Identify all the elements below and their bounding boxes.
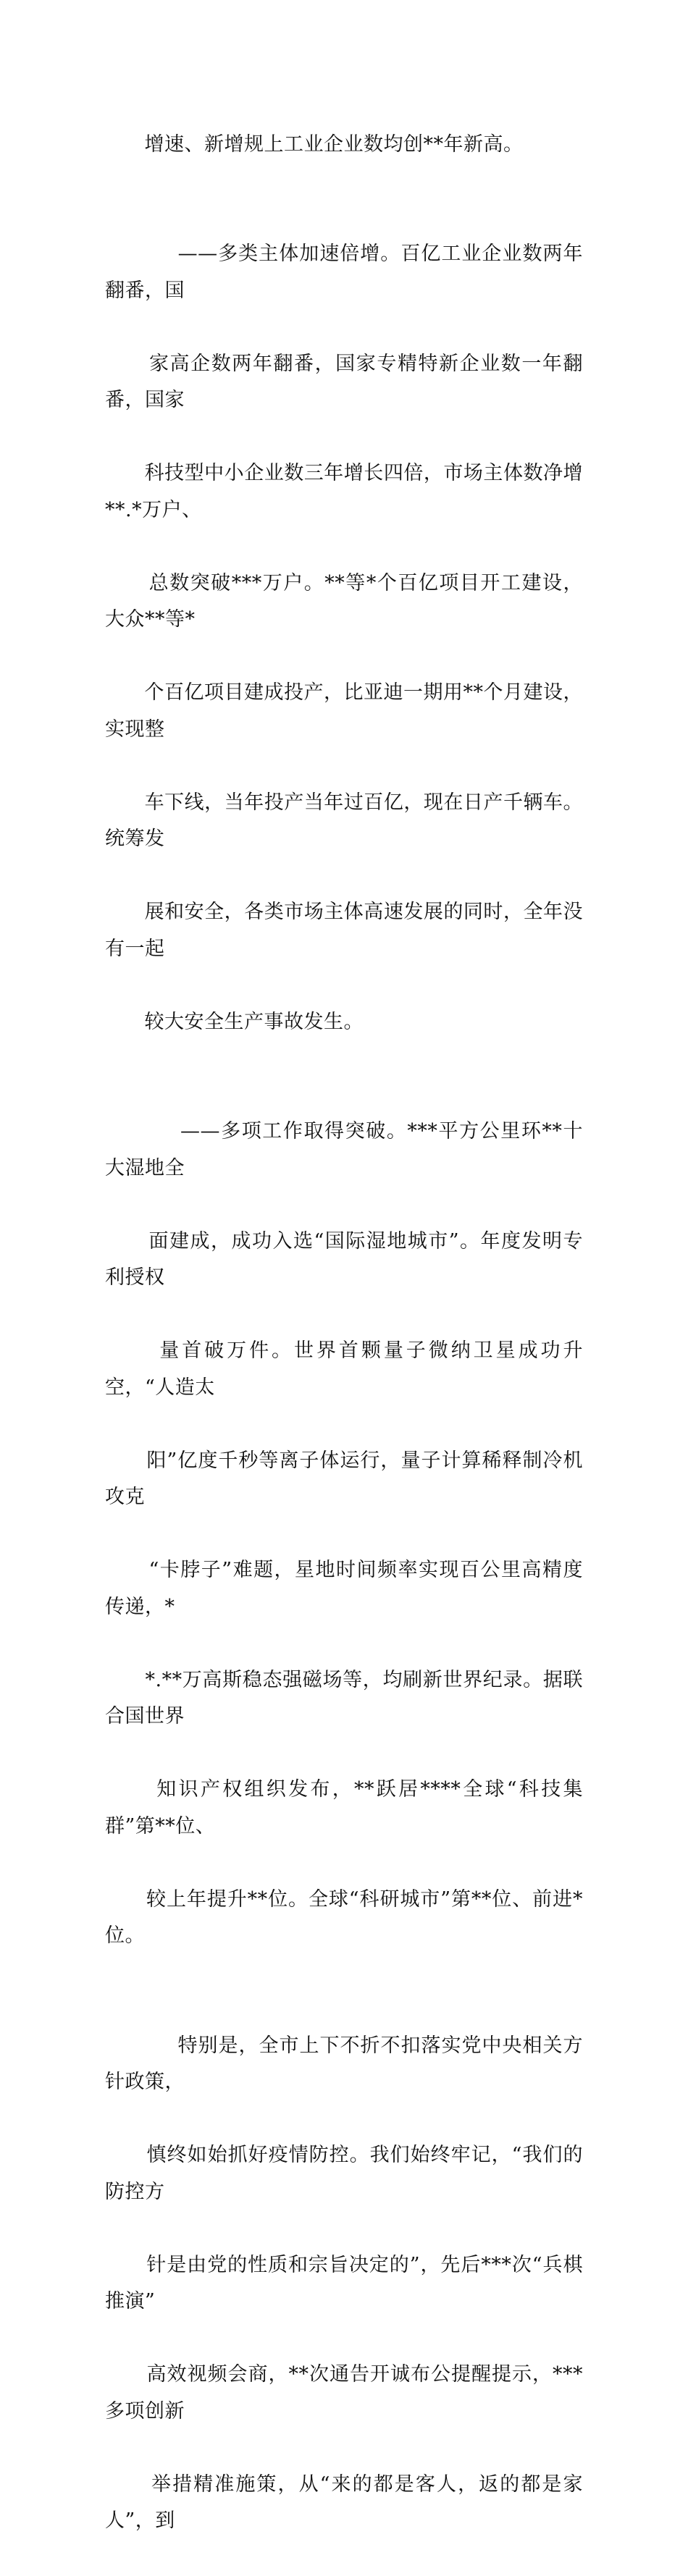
text-line: 量首破万件。世界首颗量子微纳卫星成功升空，“人造太 [105, 1339, 583, 1399]
text-line: ——多项工作取得突破。***平方公里环**十大湿地全 [105, 1120, 584, 1179]
text-line: 个百亿项目建成投产，比亚迪一期用**个月建设，实现整 [105, 681, 583, 741]
paragraph-1 [105, 90, 583, 200]
text-line: 面建成，成功入选“国际湿地城市”。年度发明专利授权 [105, 1229, 584, 1289]
text-line: 较上年提升**位。全球“科研城市”第**位、前进*位。 [105, 1887, 583, 1947]
text-line: 特别是，全市上下不折不扣落实党中央相关方针政策， [105, 2034, 583, 2093]
text-line: 车下线，当年投产当年过百亿，现在日产千辆车。统筹发 [105, 791, 583, 850]
text-line: 针是由党的性质和宗旨决定的”，先后***次“兵棋推演” [105, 2253, 583, 2312]
text-line: 增速、新增规上工业企业数均创**年新高。 [144, 132, 524, 156]
text-line: 总数突破***万户。**等*个百亿项目开工建设，大众**等* [105, 571, 584, 631]
text-line: “卡脖子”难题，星地时间频率实现百公里高精度传递，* [105, 1559, 584, 1618]
text-line: 知识产权组织发布，**跃居****全球“科技集群”第**位、 [105, 1778, 583, 1838]
text-line: 展和安全，各类市场主体高速发展的同时，全年没有一起 [105, 901, 583, 960]
text-line: 阳”亿度千秒等离子体运行，量子计算稀释制冷机攻克 [105, 1449, 583, 1508]
text-line: *.**万高斯稳态强磁场等，均刷新世界纪录。据联合国世界 [105, 1668, 583, 1727]
document-body [105, 90, 583, 2576]
text-line: 科技型中小企业数三年增长四倍，市场主体数净增**.*万户、 [105, 462, 583, 521]
text-line: 高效视频会商，**次通告开诚布公提醒提示，***多项创新 [105, 2363, 583, 2423]
text-line: ——多类主体加速倍增。百亿工业企业数两年翻番，国 [105, 243, 583, 302]
text-line: 较大安全生产事故发生。 [144, 1010, 364, 1033]
text-line: 举措精准施策，从“来的都是客人，返的都是家人”，到 [105, 2472, 583, 2532]
paragraph-3 [105, 1077, 583, 1992]
text-line: 慎终如始抓好疫情防控。我们始终牢记，“我们的防控方 [105, 2144, 583, 2203]
paragraph-4 [105, 1991, 583, 2576]
text-line: 家高企数两年翻番，国家专精特新企业数一年翻番，国家 [105, 352, 584, 411]
paragraph-2 [105, 200, 583, 1077]
